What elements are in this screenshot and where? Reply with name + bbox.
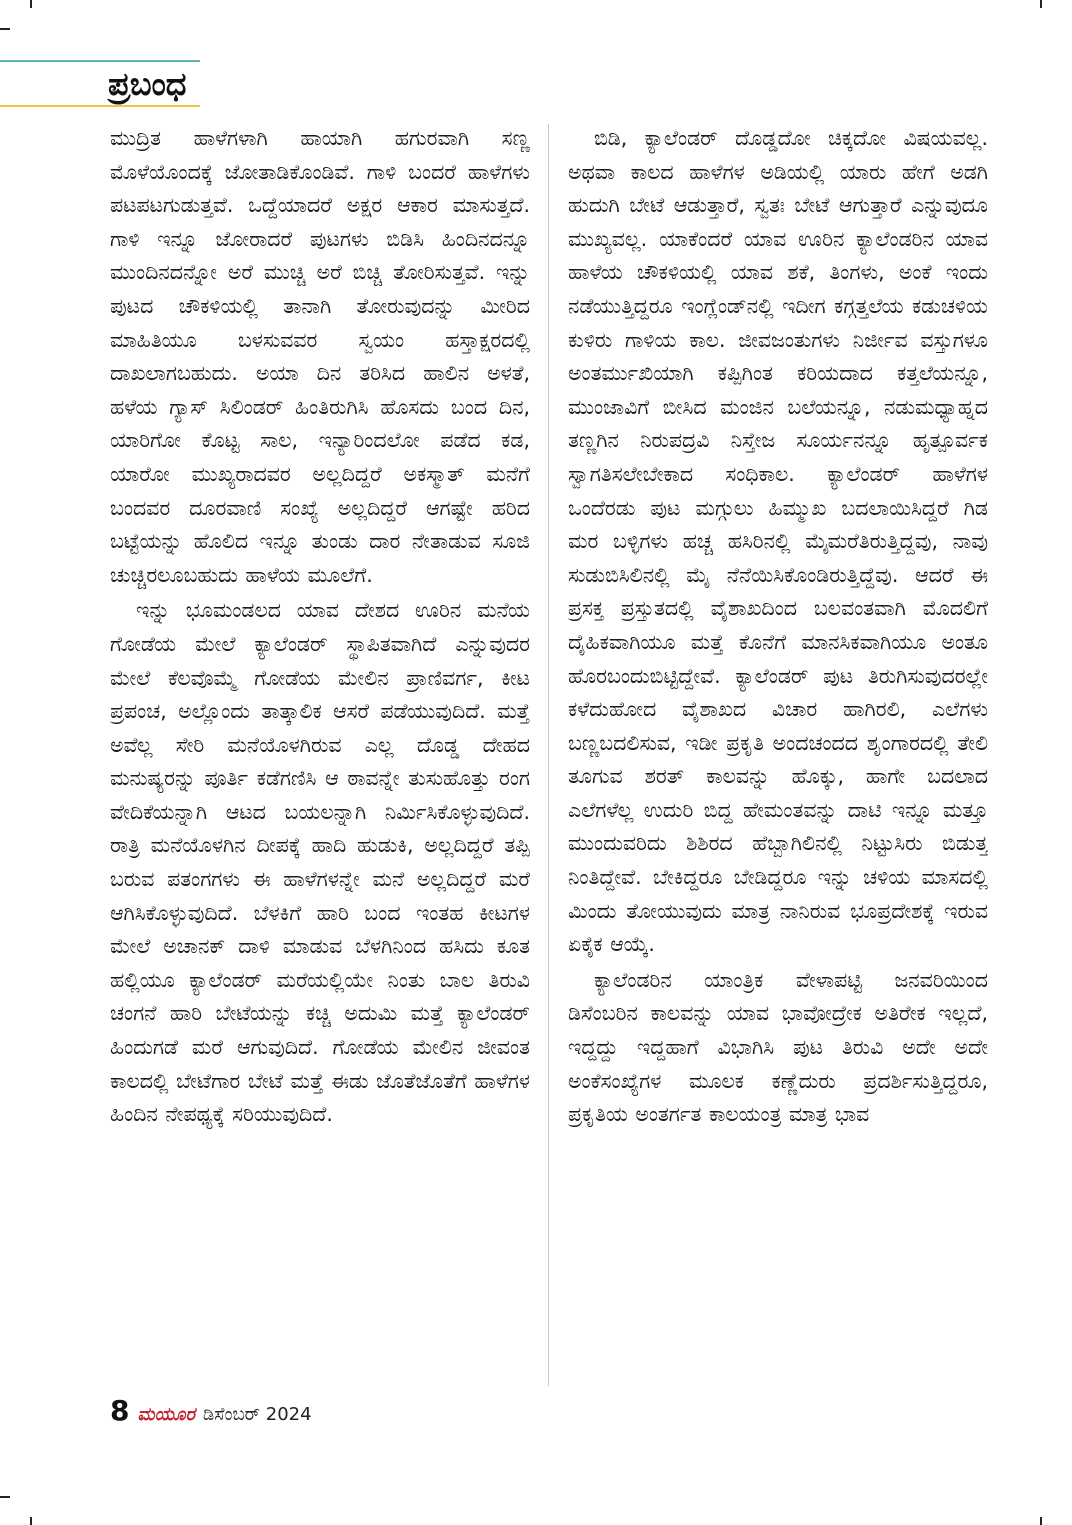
crop-mark-bottom-right — [1040, 1517, 1042, 1525]
article-column-right — [568, 122, 988, 1384]
crop-mark-top-left — [30, 0, 32, 8]
header-rule-yellow — [0, 105, 200, 107]
page-number: 8 — [110, 1394, 130, 1427]
page-footer — [110, 1394, 312, 1430]
article-column-left — [110, 122, 530, 1384]
issue-date: ಡಿಸೆಂಬರ್ 2024 — [202, 1404, 312, 1425]
crop-mark-bottom-left — [30, 1517, 32, 1525]
section-title: ಪ್ರಬಂಧ — [108, 65, 187, 103]
header-rule-teal — [0, 60, 200, 62]
paragraph: ಬಿಡಿ, ಕ್ಯಾಲೆಂಡರ್ ದೊಡ್ಡದೋ ಚಿಕ್ಕದೋ ವಿಷಯವಲ್ಲ. ಅಥವಾ ಕಾಲದ ಹಾಳೆಗಳ ಅಡಿಯಲ್ಲಿ ಯಾರು ಹೇಗೆ ಅಡಗಿ ಹುದುಗಿ ಬೇಟೆ ಆಡುತ್ತಾರೆ, ಸ್ವತಃ ಬೇಟೆ ಆಗುತ್ತಾರೆ ಎನ್ನುವುದೂ ಮುಖ್ಯವಲ್ಲ. ಯಾಕೆಂದರೆ ಯಾವ ಊರಿನ ಕ್ಯಾಲೆಂಡರಿನ ಯಾವ ಹಾಳೆಯ ಚೌಕಳಿಯಲ್ಲಿ ಯಾವ ಶಕೆ, ತಿಂಗಳು, ಅಂಕೆ ಇಂದು ನಡೆಯುತ್ತಿದ್ದರೂ ಇಂಗ್ಲೆಂಡ್‌ನಲ್ಲಿ ಇದೀಗ ಕಗ್ಗತ್ತಲೆಯ ಕಡುಚಳಿಯ ಕುಳಿರು ಗಾಳಿಯ ಕಾಲ. ಜೀವಜಂತುಗಳು ನಿರ್ಜೀವ ವಸ್ತುಗಳೂ ಅಂತರ್ಮುಖಿಯಾಗಿ ಕಪ್ಪಿಗಿಂತ ಕರಿಯದಾದ ಕತ್ತಲೆಯನ್ನೂ, ಮುಂಜಾವಿಗೆ ಬೀಸಿದ ಮಂಜಿನ ಬಲೆಯನ್ನೂ, ನಡುಮಧ್ಯಾಹ್ನದ ತಣ್ಣಗಿನ ನಿರುಪದ್ರವಿ ನಿಸ್ತೇಜ ಸೂರ್ಯನನ್ನೂ ಹೃತ್ಪೂರ್ವಕ ಸ್ವಾಗತಿಸಲೇಬೇಕಾದ ಸಂಧಿಕಾಲ. ಕ್ಯಾಲೆಂಡರ್ ಹಾಳೆಗಳ ಒಂದೆರಡು ಪುಟ ಮಗ್ಗುಲು ಹಿಮ್ಮುಖ ಬದಲಾಯಿಸಿದ್ದರೆ ಗಿಡ ಮರ ಬಳ್ಳಿಗಳು ಹಚ್ಚ ಹಸಿರಿನಲ್ಲಿ ಮೈಮರೆತಿರುತ್ತಿದ್ದವು, ನಾವು ಸುಡುಬಿಸಿಲಿನಲ್ಲಿ ಮೈ ನೆನೆಯಿಸಿಕೊಂಡಿರುತ್ತಿದ್ದೆವು. ಆದರೆ ಈ ಪ್ರಸಕ್ತ ಪ್ರಸ್ತುತದಲ್ಲಿ ವೈಶಾಖದಿಂದ ಬಲವಂತವಾಗಿ ಮೊದಲಿಗೆ ದೈಹಿಕವಾಗಿಯೂ ಮತ್ತೆ ಕೊನೆಗೆ ಮಾನಸಿಕವಾಗಿಯೂ ಅಂತೂ ಹೊರಬಂದುಬಿಟ್ಟಿದ್ದೇವೆ. ಕ್ಯಾಲೆಂಡರ್ ಪುಟ ತಿರುಗಿಸುವುದರಲ್ಲೇ ಕಳೆದುಹೋದ ವೈಶಾಖದ ವಿಚಾರ ಹಾಗಿರಲಿ, ಎಲೆಗಳು ಬಣ್ಣಬದಲಿಸುವ, ಇಡೀ ಪ್ರಕೃತಿ ಅಂದಚಂದದ ಶೃಂಗಾರದಲ್ಲಿ ತೇಲಿ ತೂಗುವ ಶರತ್ ಕಾಲವನ್ನು ಹೊಕ್ಕು, ಹಾಗೇ ಬದಲಾದ ಎಲೆಗಳೆಲ್ಲ ಉದುರಿ ಬಿದ್ದ ಹೇಮಂತವನ್ನು ದಾಟಿ ಇನ್ನೂ ಮತ್ತೂ ಮುಂದುವರಿದು ಶಿಶಿರದ ಹೆಬ್ಬಾಗಿಲಿನಲ್ಲಿ ನಿಟ್ಟುಸಿರು ಬಿಡುತ್ತ ನಿಂತಿದ್ದೇವೆ. ಬೇಕಿದ್ದರೂ ಬೇಡಿದ್ದರೂ ಇನ್ನು ಚಳಿಯ ಮಾಸದಲ್ಲಿ ಮಿಂದು ತೋಯುವುದು ಮಾತ್ರ ನಾನಿರುವ ಭೂಪ್ರದೇಶಕ್ಕೆ ಇರುವ ಏಕೈಕ ಆಯ್ಕೆ. — [568, 126, 988, 957]
magazine-logo: ಮಯೂರ — [137, 1404, 195, 1425]
crop-mark-left-top — [0, 28, 10, 30]
paragraph: ಇನ್ನು ಭೂಮಂಡಲದ ಯಾವ ದೇಶದ ಊರಿನ ಮನೆಯ ಗೋಡೆಯ ಮೇಲೆ ಕ್ಯಾಲೆಂಡರ್ ಸ್ಥಾಪಿತವಾಗಿದೆ ಎನ್ನುವುದರ ಮೇಲೆ ಕೆಲವೊಮ್ಮೆ ಗೋಡೆಯ ಮೇಲಿನ ಪ್ರಾಣಿವರ್ಗ, ಕೀಟ ಪ್ರಪಂಚ, ಅಲ್ಲೊಂದು ತಾತ್ಕಾಲಿಕ ಆಸರೆ ಪಡೆಯುವುದಿದೆ. ಮತ್ತೆ ಅವೆಲ್ಲ ಸೇರಿ ಮನೆಯೊಳಗಿರುವ ಎಲ್ಲ ದೊಡ್ಡ ದೇಹದ ಮನುಷ್ಯರನ್ನು ಪೂರ್ತಿ ಕಡೆಗಣಿಸಿ ಆ ಠಾವನ್ನೇ ತುಸುಹೊತ್ತು ರಂಗ ವೇದಿಕೆಯನ್ನಾಗಿ ಆಟದ ಬಯಲನ್ನಾಗಿ ನಿರ್ಮಿಸಿಕೊಳ್ಳುವುದಿದೆ. ರಾತ್ರಿ ಮನೆಯೊಳಗಿನ ದೀಪಕ್ಕೆ ಹಾದಿ ಹುಡುಕಿ, ಅಲ್ಲದಿದ್ದರೆ ತಪ್ಪಿ ಬರುವ ಪತಂಗಗಳು ಈ ಹಾಳೆಗಳನ್ನೇ ಮನೆ ಅಲ್ಲದಿದ್ದರೆ ಮರೆ ಆಗಿಸಿಕೊಳ್ಳುವುದಿದೆ. ಬೆಳಕಿಗೆ ಹಾರಿ ಬಂದ ಇಂತಹ ಕೀಟಗಳ ಮೇಲೆ ಅಚಾನಕ್ ದಾಳಿ ಮಾಡುವ ಬೆಳಗಿನಿಂದ ಹಸಿದು ಕೂತ ಹಲ್ಲಿಯೂ ಕ್ಯಾಲೆಂಡರ್ ಮರೆಯಲ್ಲಿಯೇ ನಿಂತು ಬಾಲ ತಿರುವಿ ಚಂಗನೆ ಹಾರಿ ಬೇಟೆಯನ್ನು ಕಚ್ಚಿ ಅದುಮಿ ಮತ್ತೆ ಕ್ಯಾಲೆಂಡರ್ ಹಿಂದುಗಡೆ ಮರೆ ಆಗುವುದಿದೆ. ಗೋಡೆಯ ಮೇಲಿನ ಜೀವಂತ ಕಾಲದಲ್ಲಿ ಬೇಟೆಗಾರ ಬೇಟೆ ಮತ್ತೆ ಈಡು ಜೊತೆಜೊತೆಗೆ ಹಾಳೆಗಳ ಹಿಂದಿನ ನೇಪಥ್ಯಕ್ಕೆ ಸರಿಯುವುದಿದೆ. — [110, 598, 530, 1127]
crop-mark-left-bottom — [0, 1496, 10, 1498]
paragraph: ಕ್ಯಾಲೆಂಡರಿನ ಯಾಂತ್ರಿಕ ವೇಳಾಪಟ್ಟಿ ಜನವರಿಯಿಂದ ಡಿಸೆಂಬರಿನ ಕಾಲವನ್ನು ಯಾವ ಭಾವೋದ್ರೇಕ ಅತಿರೇಕ ಇಲ್ಲದೆ, ಇದ್ದದ್ದು ಇದ್ದಹಾಗೆ ವಿಭಾಗಿಸಿ ಪುಟ ತಿರುವಿ ಅದೇ ಅದೇ ಅಂಕೆಸಂಖ್ಯೆಗಳ ಮೂಲಕ ಕಣ್ಣೆದುರು ಪ್ರದರ್ಶಿಸುತ್ತಿದ್ದರೂ, ಪ್ರಕೃತಿಯ ಅಂತರ್ಗತ ಕಾಲಯಂತ್ರ ಮಾತ್ರ ಭಾವ — [568, 967, 988, 1127]
paragraph: ಮುದ್ರಿತ ಹಾಳೆಗಳಾಗಿ ಹಾಯಾಗಿ ಹಗುರವಾಗಿ ಸಣ್ಣ ಮೊಳೆಯೊಂದಕ್ಕೆ ಜೋತಾಡಿಕೊಂಡಿವೆ. ಗಾಳಿ ಬಂದರೆ ಹಾಳೆಗಳು ಪಟಪಟಗುಡುತ್ತವೆ. ಒದ್ದೆಯಾದರೆ ಅಕ್ಷರ ಆಕಾರ ಮಾಸುತ್ತದೆ. ಗಾಳಿ ಇನ್ನೂ ಜೋರಾದರೆ ಪುಟಗಳು ಬಿಡಿಸಿ ಹಿಂದಿನದನ್ನೂ ಮುಂದಿನದನ್ನೋ ಅರೆ ಮುಚ್ಚಿ ಅರೆ ಬಿಚ್ಚಿ ತೋರಿಸುತ್ತವೆ. ಇನ್ನು ಪುಟದ ಚೌಕಳಿಯಲ್ಲಿ ತಾನಾಗಿ ತೋರುವುದನ್ನು ಮೀರಿದ ಮಾಹಿತಿಯೂ ಬಳಸುವವರ ಸ್ವಯಂ ಹಸ್ತಾಕ್ಷರದಲ್ಲಿ ದಾಖಲಾಗಬಹುದು. ಅಯಾ ದಿನ ತರಿಸಿದ ಹಾಲಿನ ಅಳತೆ, ಹಳೆಯ ಗ್ಯಾಸ್ ಸಿಲಿಂಡರ್ ಹಿಂತಿರುಗಿಸಿ ಹೊಸದು ಬಂದ ದಿನ, ಯಾರಿಗೋ ಕೊಟ್ಟ ಸಾಲ, ಇನ್ಯಾರಿಂದಲೋ ಪಡೆದ ಕಡ, ಯಾರೋ ಮುಖ್ಯರಾದವರ ಅಲ್ಲದಿದ್ದರೆ ಅಕಸ್ಮಾತ್ ಮನೆಗೆ ಬಂದವರ ದೂರವಾಣಿ ಸಂಖ್ಯೆ ಅಲ್ಲದಿದ್ದರೆ ಆಗಷ್ಟೇ ಹರಿದ ಬಟ್ಟೆಯನ್ನು ಹೊಲಿದ ಇನ್ನೂ ತುಂಡು ದಾರ ನೇತಾಡುವ ಸೂಜಿ ಚುಚ್ಚಿರಲೂಬಹುದು ಹಾಳೆಯ ಮೂಲೆಗೆ. — [110, 126, 530, 587]
column-divider — [548, 124, 549, 1386]
crop-mark-top-right — [1040, 0, 1042, 8]
